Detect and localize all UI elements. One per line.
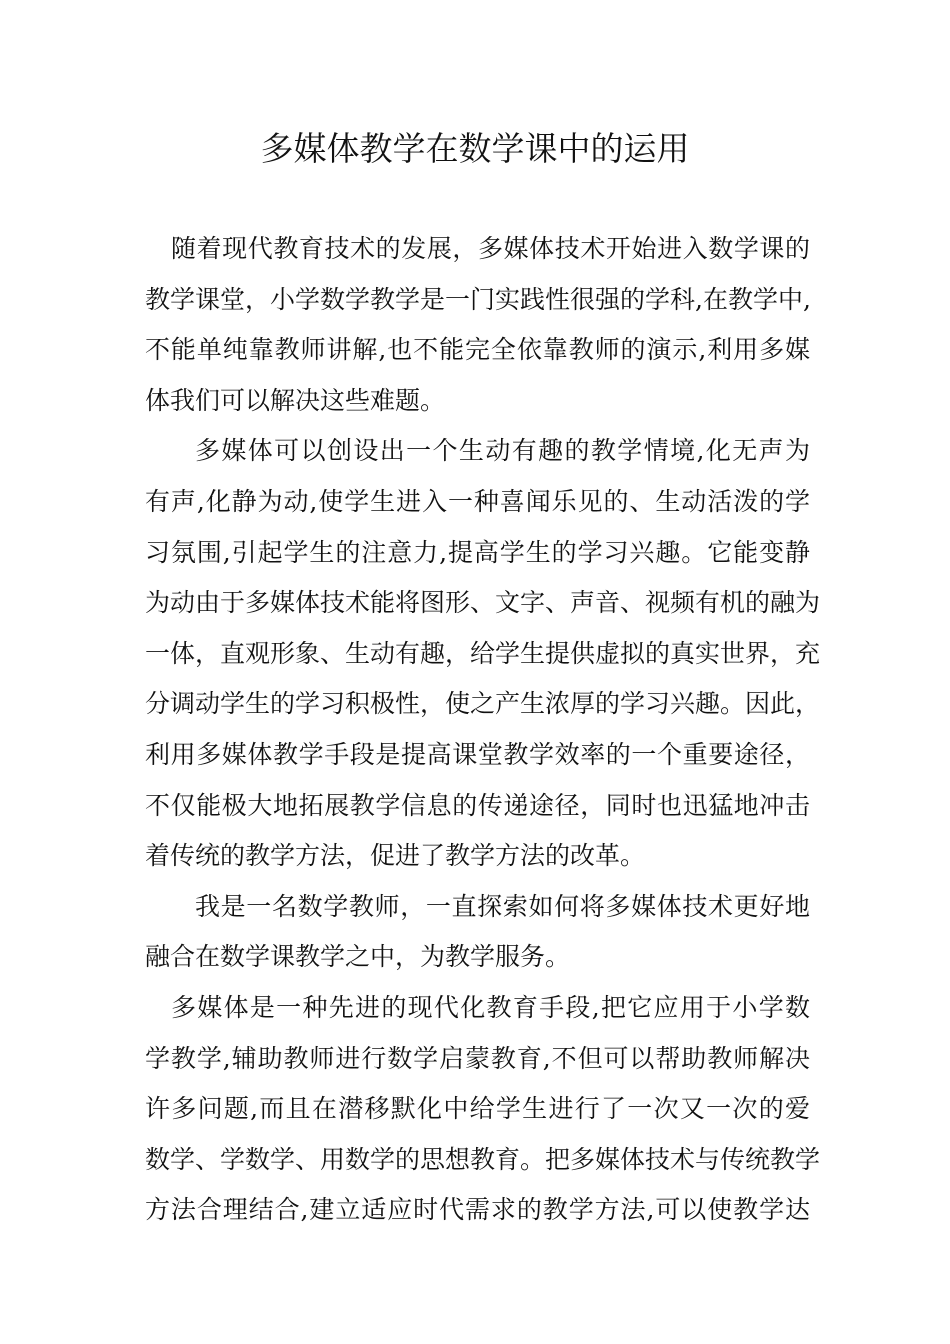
text-line: 着传统的教学方法，促进了教学方法的改革。 [145,841,646,871]
text-line: 多媒体可以创设出一个生动有趣的教学情境,化无声为 [195,436,810,466]
text-line: 为动由于多媒体技术能将图形、文字、声音、视频有机的融为 [145,588,821,618]
text-line: 教学课堂，小学数学教学是一门实践性很强的学科,在教学中, [145,284,811,314]
text-line: 习氛围,引起学生的注意力,提高学生的学习兴趣。它能变静 [145,537,810,567]
text-line: 融合在数学课教学之中，为教学服务。 [145,942,571,972]
text-line: 学教学,辅助教师进行数学启蒙教育,不但可以帮助教师解决 [145,1043,810,1073]
text-line: 一体，直观形象、生动有趣，给学生提供虚拟的真实世界，充 [145,638,821,668]
text-line: 方法合理结合,建立适应时代需求的教学方法,可以使教学达 [145,1195,810,1225]
text-line: 我是一名数学教师，一直探索如何将多媒体技术更好地 [195,891,810,921]
text-line: 随着现代教育技术的发展，多媒体技术开始进入数学课的 [171,234,810,263]
text-line: 多媒体是一种先进的现代化教育手段,把它应用于小学数 [171,992,810,1022]
text-line: 有声,化静为动,使学生进入一种喜闻乐见的、生动活泼的学 [145,486,810,516]
text-line: 许多问题,而且在潜移默化中给学生进行了一次又一次的爱 [145,1094,810,1124]
text-line: 数学、学数学、用数学的思想教育。把多媒体技术与传统教学 [145,1144,821,1174]
document-body [145,224,821,1236]
text-line: 分调动学生的学习积极性，使之产生浓厚的学习兴趣。因此， [145,689,821,719]
text-line: 体我们可以解决这些难题。 [145,385,446,415]
text-line: 不能单纯靠教师讲解,也不能完全依靠教师的演示,利用多媒 [145,335,810,365]
text-line: 不仅能极大地拓展教学信息的传递途径，同时也迅猛地冲击 [145,790,810,820]
text-line: 利用多媒体教学手段是提高课堂教学效率的一个重要途径， [145,739,810,769]
page-title: 多媒体教学在数学课中的运用 [260,129,690,168]
